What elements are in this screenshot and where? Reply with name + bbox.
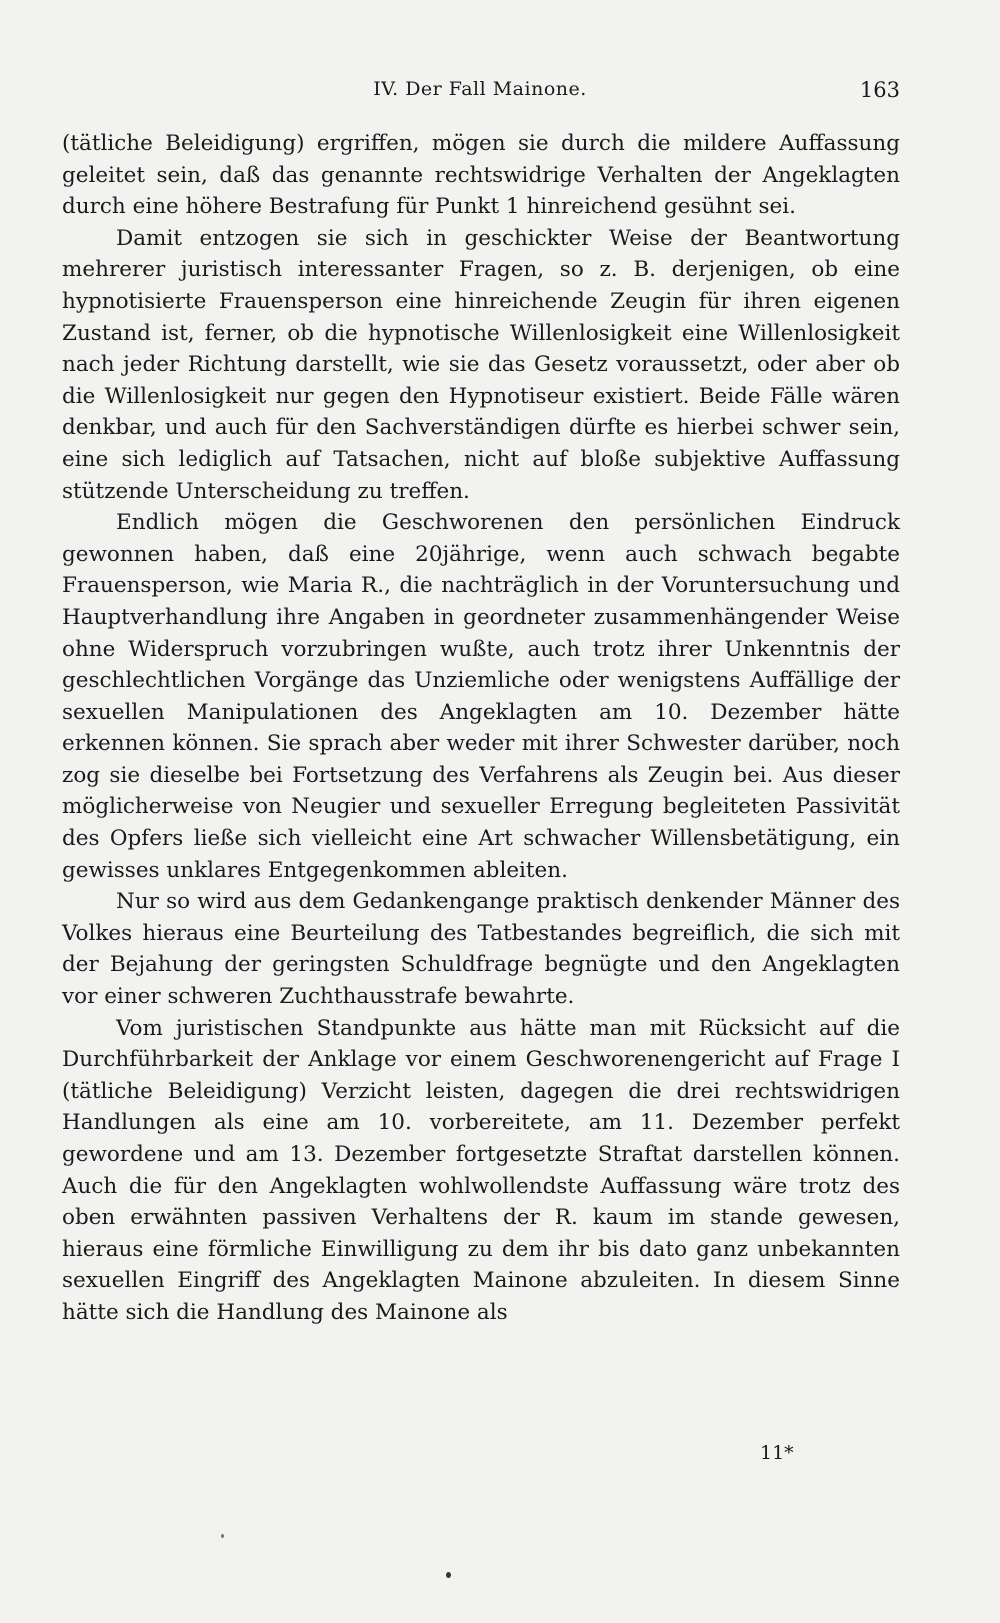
page-number: 163 [859,78,900,102]
running-title: IV. Der Fall Mainone. [373,78,587,100]
page-header [60,78,900,108]
paragraph-4: Nur so wird aus dem Gedankengange praktisch denkender Männer des Volkes hieraus eine Beurteilung des Tatbestandes begreiflich, die sich mit der Bejahung der geringsten Schuldfrage begnügte und den Angeklagten vor einer schweren Zuchthausstrafe bewahrte. [62,889,900,1010]
body-text [62,128,900,1329]
ink-speck [221,1534,224,1538]
paragraph-3: Endlich mögen die Geschworenen den persönlichen Eindruck gewonnen haben, daß eine 20jährige, wenn auch schwach begabte Frauensperson, wie Maria R., die nachträglich in der Voruntersuchung und Hauptverhandlung ihre Angaben in geordneter zusammenhängender Weise ohne Widerspruch vorzubringen wußte, auch trotz ihrer Unkenntnis der geschlechtlichen Vorgänge das Unziemliche oder wenigstens Auffällige der sexuellen Manipulationen des Angeklagten am 10. Dezember hätte erkennen können. Sie sprach aber weder mit ihrer Schwester darüber, noch zog sie dieselbe bei Fortsetzung des Verfahrens als Zeugin bei. Aus dieser möglicherweise von Neugier und sexueller Erregung begleiteten Passivität des Opfers ließe sich vielleicht eine Art schwacher Willensbetätigung, ein gewisses unklares Entgegenkommen ableiten. [62,510,900,883]
ink-speck [446,1572,451,1578]
paragraph-2: Damit entzogen sie sich in geschickter Weise der Beantwortung mehrerer juristisch interessanter Fragen, so z. B. derjenigen, ob eine hypnotisierte Frauensperson eine hinreichende Zeugin für ihren eigenen Zustand ist, ferner, ob die hypnotische Willenlosigkeit eine Willenlosigkeit nach jeder Richtung darstellt, wie sie das Gesetz voraussetzt, oder aber ob die Willenlosigkeit nur gegen den Hypnotiseur existiert. Beide Fälle wären denkbar, und auch für den Sachverständigen dürfte es hierbei schwer sein, eine sich lediglich auf Tatsachen, nicht auf bloße subjektive Auffassung stützende Unterscheidung zu treffen. [62,225,900,504]
signature-mark: 11* [760,1442,794,1464]
paragraph-1: (tätliche Beleidigung) ergriffen, mögen sie durch die mildere Auffassung geleitet sein, daß das genannte rechtswidrige Verhalten der Angeklagten durch eine höhere Bestrafung für Punkt 1 hinreichend gesühnt sei. [62,131,900,220]
paragraph-5: Vom juristischen Standpunkte aus hätte man mit Rücksicht auf die Durchführbarkeit der Anklage vor einem Geschworenengericht auf Frage I (tätliche Beleidigung) Verzicht leisten, dagegen die drei rechtswidrigen Handlungen als eine am 10. vorbereitete, am 11. Dezember perfekt gewordene und am 13. Dezember fortgesetzte Straftat darstellen können. Auch die für den Angeklagten wohlwollendste Auffassung wäre trotz des oben erwähnten passiven Verhaltens der R. kaum im stande gewesen, hieraus eine förmliche Einwilligung zu dem ihr bis dato ganz unbekannten sexuellen Eingriff des Angeklagten Mainone abzuleiten. In diesem Sinne hätte sich die Handlung des Mainone als [62,1015,900,1325]
